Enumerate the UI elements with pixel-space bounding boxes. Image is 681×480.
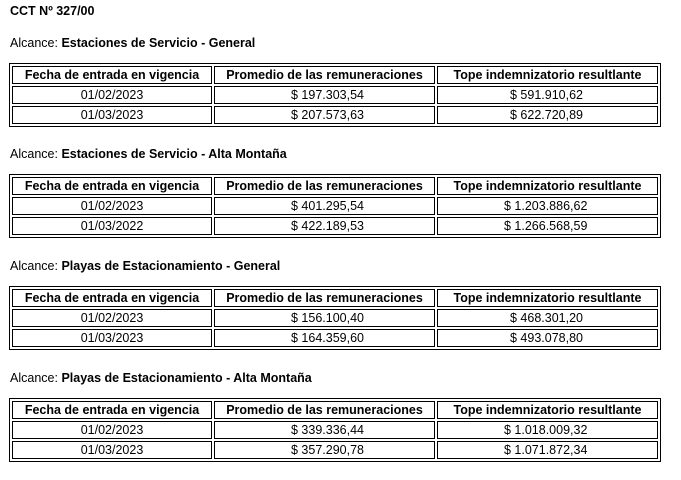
- cell-cap: $ 1.266.568,59: [437, 217, 658, 235]
- cell-average: $ 197.303,54: [214, 86, 435, 104]
- table-row: [12, 106, 658, 124]
- header-indemnity-cap: Tope indemnizatorio resultlante: [437, 401, 658, 419]
- table-row: [12, 441, 658, 459]
- remuneration-table: [9, 398, 661, 462]
- scope-prefix: Alcance:: [10, 371, 58, 385]
- cell-date: 01/03/2023: [12, 441, 212, 459]
- scope-name: Estaciones de Servicio - General: [61, 36, 256, 50]
- scope-line: [10, 371, 312, 386]
- cell-average: $ 207.573,63: [214, 106, 435, 124]
- cell-average: $ 357.290,78: [214, 441, 435, 459]
- table-row: [12, 86, 658, 104]
- table-header-row: [12, 177, 658, 195]
- cell-date: 01/02/2023: [12, 309, 212, 327]
- remuneration-table: [9, 174, 661, 238]
- cell-date: 01/02/2023: [12, 421, 212, 439]
- cell-average: $ 422.189,53: [214, 217, 435, 235]
- table-row: [12, 217, 658, 235]
- header-indemnity-cap: Tope indemnizatorio resultlante: [437, 289, 658, 307]
- table-row: [12, 329, 658, 347]
- cell-cap: $ 468.301,20: [437, 309, 658, 327]
- cell-cap: $ 591.910,62: [437, 86, 658, 104]
- header-effective-date: Fecha de entrada en vigencia: [12, 289, 212, 307]
- cell-cap: $ 622.720,89: [437, 106, 658, 124]
- cell-average: $ 156.100,40: [214, 309, 435, 327]
- scope-line: [10, 259, 280, 274]
- header-effective-date: Fecha de entrada en vigencia: [12, 66, 212, 84]
- remuneration-table: [9, 286, 661, 350]
- header-average-remuneration: Promedio de las remuneraciones: [214, 289, 435, 307]
- cell-cap: $ 1.203.886,62: [437, 197, 658, 215]
- table-row: [12, 309, 658, 327]
- document-title: CCT Nº 327/00: [10, 4, 95, 18]
- scope-name: Estaciones de Servicio - Alta Montaña: [61, 147, 287, 161]
- cell-date: 01/03/2022: [12, 217, 212, 235]
- header-indemnity-cap: Tope indemnizatorio resultlante: [437, 177, 658, 195]
- header-average-remuneration: Promedio de las remuneraciones: [214, 177, 435, 195]
- remuneration-table: [9, 63, 661, 127]
- scope-name: Playas de Estacionamiento - Alta Montaña: [61, 371, 312, 385]
- table-row: [12, 197, 658, 215]
- scope-line: [10, 147, 287, 162]
- cell-date: 01/02/2023: [12, 197, 212, 215]
- table-row: [12, 421, 658, 439]
- table-header-row: [12, 401, 658, 419]
- cell-cap: $ 1.018.009,32: [437, 421, 658, 439]
- scope-prefix: Alcance:: [10, 259, 58, 273]
- table-header-row: [12, 289, 658, 307]
- scope-line: [10, 36, 255, 51]
- header-average-remuneration: Promedio de las remuneraciones: [214, 66, 435, 84]
- scope-name: Playas de Estacionamiento - General: [61, 259, 281, 273]
- header-average-remuneration: Promedio de las remuneraciones: [214, 401, 435, 419]
- cell-average: $ 339.336,44: [214, 421, 435, 439]
- header-effective-date: Fecha de entrada en vigencia: [12, 401, 212, 419]
- cell-average: $ 401.295,54: [214, 197, 435, 215]
- header-indemnity-cap: Tope indemnizatorio resultlante: [437, 66, 658, 84]
- cell-date: 01/03/2023: [12, 329, 212, 347]
- table-header-row: [12, 66, 658, 84]
- cell-average: $ 164.359,60: [214, 329, 435, 347]
- cell-date: 01/03/2023: [12, 106, 212, 124]
- scope-prefix: Alcance:: [10, 147, 58, 161]
- cell-cap: $ 493.078,80: [437, 329, 658, 347]
- cell-cap: $ 1.071.872,34: [437, 441, 658, 459]
- header-effective-date: Fecha de entrada en vigencia: [12, 177, 212, 195]
- cell-date: 01/02/2023: [12, 86, 212, 104]
- scope-prefix: Alcance:: [10, 36, 58, 50]
